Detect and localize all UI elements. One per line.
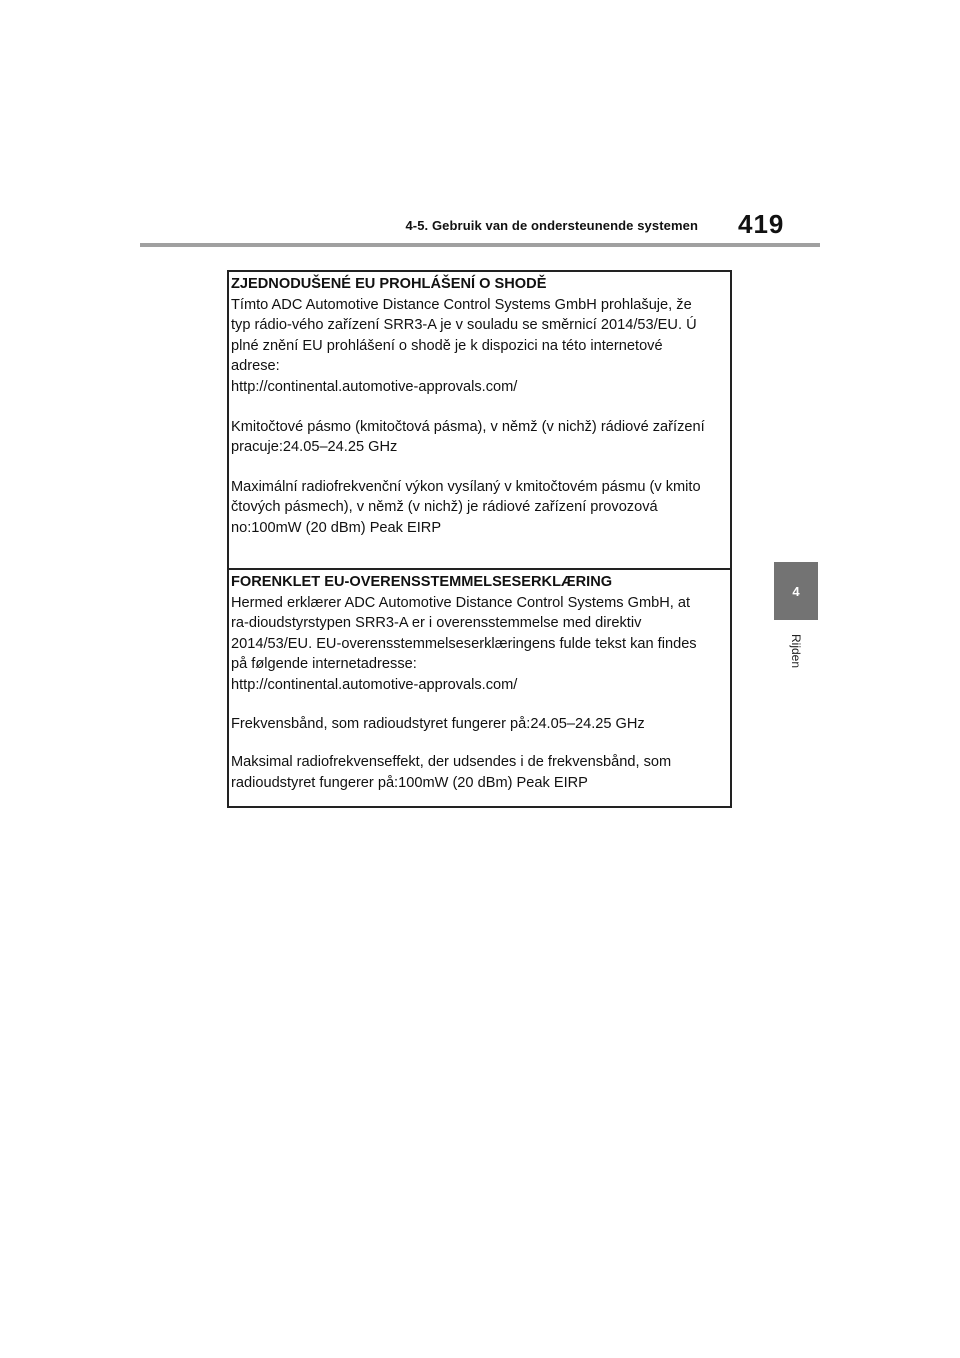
paragraph-gap (231, 458, 730, 477)
danish-text-line: Hermed erklærer ADC Automotive Distance Control Systems GmbH, at (231, 594, 691, 611)
czech-declaration-title: ZJEDNODUŠENÉ EU PROHLÁŠENÍ O SHODĚ (231, 276, 547, 292)
page-header (0, 0, 960, 250)
danish-url: http://continental.automotive-approvals.com/ (231, 676, 518, 693)
czech-text-line: typ rádio-vého zařízení SRR3-A je v souladu se směrnicí 2014/53/EU. Ú (231, 317, 697, 334)
header-divider (140, 243, 820, 247)
chapter-number: 4 (792, 583, 800, 599)
chapter-label: Rijden (789, 633, 803, 669)
section-title: 4-5. Gebruik van de ondersteunende systemen (405, 218, 698, 233)
czech-frequency-line: Kmitočtové pásmo (kmitočtová pásma), v němž (v nichž) rádiové zařízení (231, 418, 705, 435)
paragraph-gap (231, 734, 730, 752)
paragraph-gap (231, 696, 730, 714)
danish-power-line: Maksimal radiofrekvenseffekt, der udsendes i de frekvensbånd, som (231, 754, 672, 771)
czech-url: http://continental.automotive-approvals.com/ (231, 378, 518, 395)
danish-text-line: ra-dioudstyrstypen SRR3-A er i overensstemmelse med direktiv (231, 615, 642, 632)
page-number: 419 (738, 209, 785, 239)
paragraph-gap (231, 398, 730, 417)
czech-power-line: Maximální radiofrekvenční výkon vysílaný v kmitočtovém pásmu (v kmito (231, 478, 701, 495)
czech-frequency-line: pracuje:24.05–24.25 GHz (231, 439, 398, 456)
czech-text-line: adrese: (231, 358, 280, 375)
czech-text-line: plné znění EU prohlášení o shodě je k dispozici na této internetové (231, 337, 663, 354)
danish-declaration-title: FORENKLET EU-OVERENSSTEMMELSESERKLÆRING (231, 574, 613, 590)
czech-text-line: Tímto ADC Automotive Distance Control Systems GmbH prohlašuje, že (231, 296, 692, 313)
danish-declaration (229, 570, 730, 806)
chapter-tab (774, 562, 818, 620)
danish-text-line: på følgende internetadresse: (231, 656, 417, 673)
czech-power-line: no:100mW (20 dBm) Peak EIRP (231, 519, 442, 536)
danish-power-line: radioudstyret fungerer på:100mW (20 dBm) Peak EIRP (231, 774, 588, 791)
danish-text-line: 2014/53/EU. EU-overensstemmelseserklæringens fulde tekst kan findes (231, 635, 697, 652)
czech-declaration (229, 272, 730, 570)
declarations-box (227, 270, 732, 808)
danish-frequency-line: Frekvensbånd, som radioudstyret fungerer på:24.05–24.25 GHz (231, 715, 645, 732)
czech-power-line: čtových pásmech), v němž (v nichž) je rádiové zařízení provozová (231, 499, 658, 516)
